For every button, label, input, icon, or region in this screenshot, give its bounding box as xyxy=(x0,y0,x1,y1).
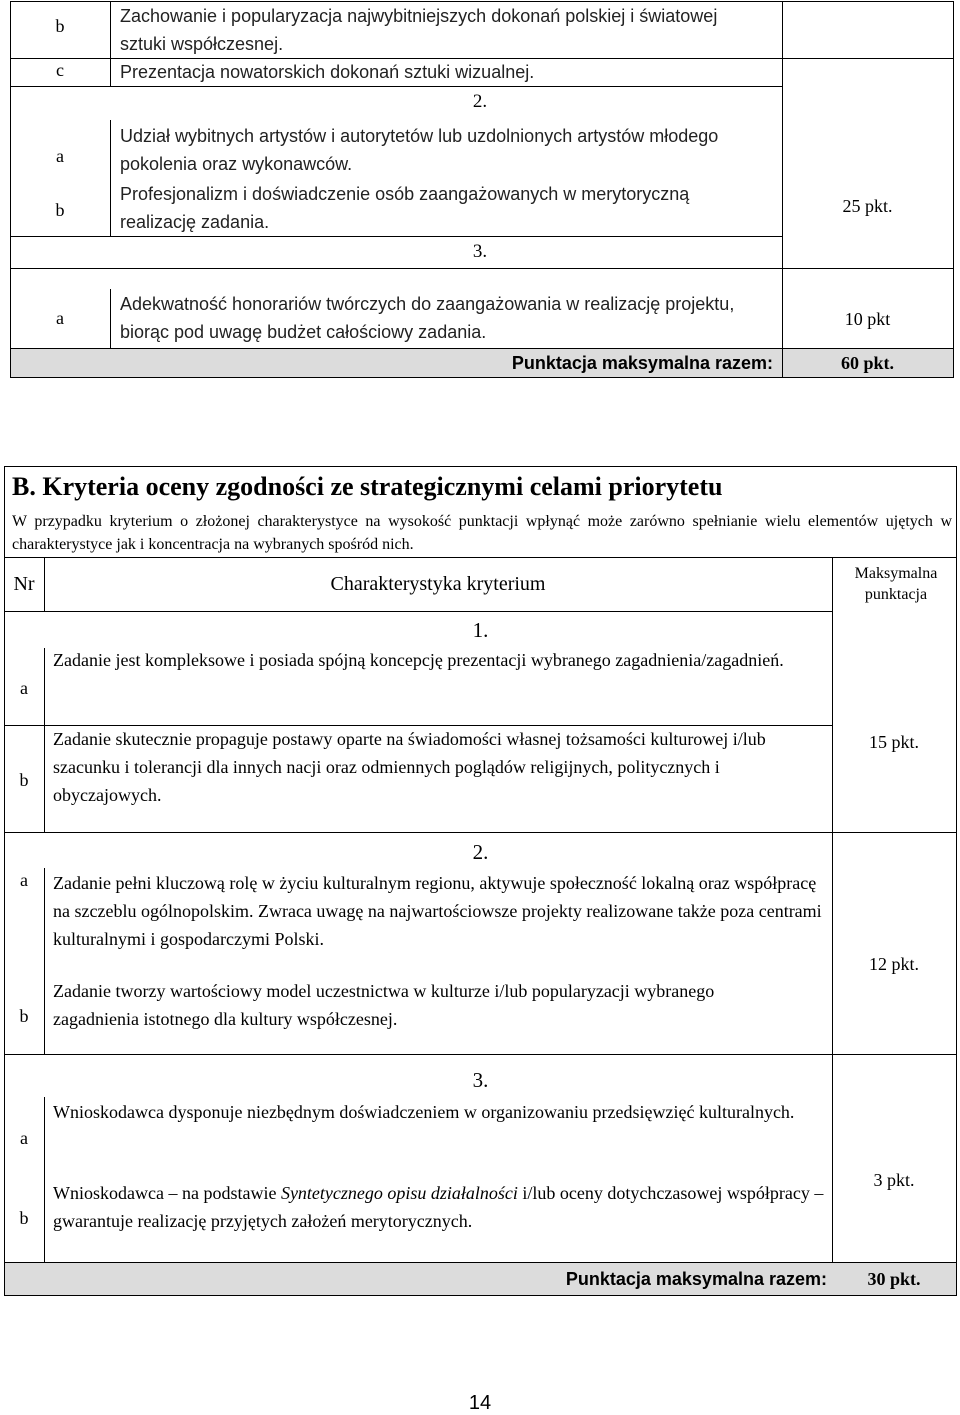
section-points: 10 pkt xyxy=(844,309,891,329)
row-letter: a xyxy=(56,308,64,328)
section-number: 3. xyxy=(472,1068,489,1092)
total-value: 30 pkt. xyxy=(867,1269,921,1289)
criterion-text: Zadanie pełni kluczową rolę w życiu kulturalnym regionu, aktywuje społeczność lokalną oraz współpracę na szczeblu ogólnopolskim. Zwraca uwagę na najwartościowsze projekty realizowane także poza centrami kulturalnymi i gospodarczymi Polski. xyxy=(53,873,822,949)
criterion-text: Prezentacja nowatorskich dokonań sztuki wizualnej. xyxy=(120,62,535,82)
row-letter: b xyxy=(55,16,65,36)
row-letter: a xyxy=(56,146,64,166)
row-letter: b xyxy=(55,200,65,220)
criteria-intro: W przypadku kryterium o złożonej charakterystyce na wysokość punktacji wpłynąć może zarówno spełnianie wielu elementów ujętych w charakterystyce jak i koncentracja na wybranych spośród nich. xyxy=(12,513,952,553)
section-number: 2. xyxy=(472,840,489,864)
row-letter: b xyxy=(19,1006,29,1026)
criterion-text: Adekwatność honorariów twórczych do zaangażowania w realizację projektu, biorąc pod uwagę budżet całościowy zadania. xyxy=(120,294,735,342)
row-letter: c xyxy=(56,60,64,80)
criterion-text: Udział wybitnych artystów i autorytetów lub uzdolnionych artystów młodego pokolenia oraz wykonawców. xyxy=(120,126,719,174)
header-nr: Nr xyxy=(13,573,35,595)
criteria-heading: B. Kryteria oceny zgodności ze strategicznymi celami priorytetu xyxy=(12,472,723,501)
header-max-points: Maksymalna punktacja xyxy=(854,565,938,603)
row-letter: a xyxy=(20,678,28,698)
total-value: 60 pkt. xyxy=(840,353,894,373)
row-letter: b xyxy=(19,770,29,790)
section-number: 2. xyxy=(472,91,488,112)
row-letter: a xyxy=(20,1128,28,1148)
criterion-text: Zachowanie i popularyzacja najwybitniejszych dokonań polskiej i światowej sztuki współczesnej. xyxy=(120,6,718,54)
criterion-text: Zadanie tworzy wartościowy model uczestnictwa w kulturze i/lub popularyzacji wybranego zagadnienia istotnego dla kultury współczesnej. xyxy=(53,981,715,1029)
section-points: 3 pkt. xyxy=(873,1170,915,1190)
criterion-text: Wnioskodawca dysponuje niezbędnym doświadczeniem w organizowaniu przedsięwzięć kulturalnych. xyxy=(53,1102,795,1122)
criterion-text: Zadanie jest kompleksowe i posiada spójną koncepcję prezentacji wybranego zagadnienia/zagadnień. xyxy=(53,650,784,670)
row-letter: b xyxy=(19,1208,29,1228)
header-characteristic: Charakterystyka kryterium xyxy=(330,573,546,595)
total-label: Punktacja maksymalna razem: xyxy=(511,353,773,373)
criterion-text xyxy=(53,1179,828,1235)
section-points: 25 pkt. xyxy=(842,196,893,216)
total-label: Punktacja maksymalna razem: xyxy=(565,1269,827,1289)
section-number: 3. xyxy=(472,241,488,262)
section-points: 15 pkt. xyxy=(868,732,919,752)
criterion-text-part: Wnioskodawca – na podstawie xyxy=(53,1183,281,1203)
criterion-text-italic: Syntetycznego opisu działalności xyxy=(280,1183,518,1203)
row-letter: a xyxy=(20,870,28,890)
page-number: 14 xyxy=(468,1392,492,1414)
criterion-text: Profesjonalizm i doświadczenie osób zaangażowanych w merytoryczną realizację zadania. xyxy=(120,184,690,232)
criterion-text-part: i/lub oceny dotychczasowej współpracy – gwarantuje realizację przyjętych założeń merytorycznych. xyxy=(53,1183,824,1231)
section-number: 1. xyxy=(472,618,489,642)
section-points: 12 pkt. xyxy=(868,954,919,974)
criterion-text: Zadanie skutecznie propaguje postawy oparte na świadomości własnej tożsamości kulturowej i/lub szacunku i tolerancji dla innych nacji oraz odmiennych poglądów religijnych, politycznych i obyczajowych. xyxy=(53,729,766,805)
